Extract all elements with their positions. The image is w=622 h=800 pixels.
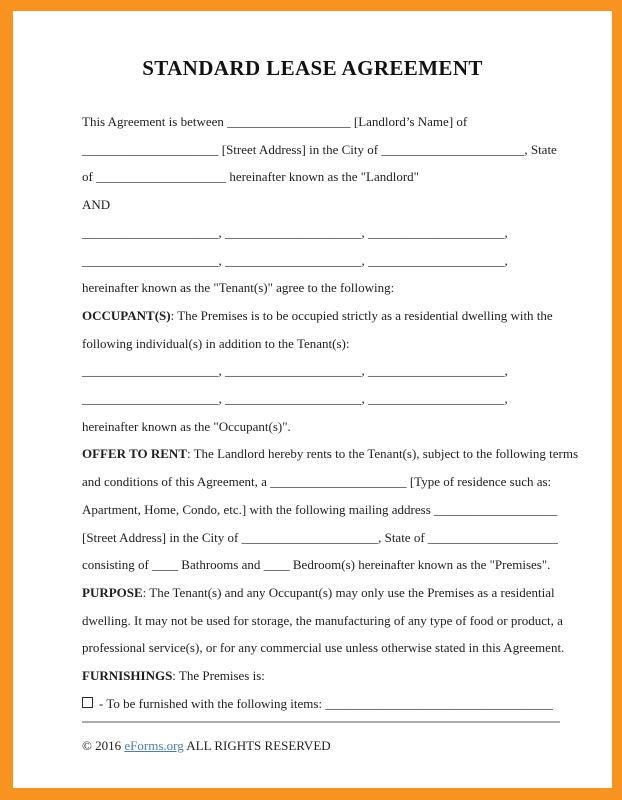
line-text: : The Premises is: <box>172 668 265 684</box>
line-text: following individual(s) in addition to the Tenant(s): <box>82 335 350 351</box>
line-text: _____________________, _____________________, _____________________, <box>82 252 508 268</box>
line-text: hereinafter known as the "Tenant(s)" agree to the following: <box>82 280 395 296</box>
form-line <box>82 468 584 496</box>
copyright-suffix: ALL RIGHTS RESERVED <box>183 738 331 754</box>
form-line <box>82 607 584 635</box>
line-text: _____________________, _____________________, _____________________, <box>82 363 508 379</box>
form-line <box>82 302 584 330</box>
document-body <box>13 80 612 754</box>
line-text: : The Premises is to be occupied strictly as a residential dwelling with the <box>170 307 553 323</box>
furnished-checkbox[interactable] <box>82 697 93 708</box>
form-line <box>82 634 584 662</box>
line-text: : The Tenant(s) and any Occupant(s) may only use the Premises as a residential <box>142 584 555 600</box>
form-line <box>82 551 584 579</box>
line-text: _____________________, _____________________, _____________________, <box>82 224 508 240</box>
form-line <box>82 163 584 191</box>
section-label: OCCUPANT(S) <box>82 307 171 323</box>
furnished-option-label: - To be furnished with the following items: ___________________________________ <box>99 695 553 711</box>
line-text: of ____________________ hereinafter known as the "Landlord" <box>82 169 419 185</box>
line-text: This Agreement is between ___________________ [Landlord’s Name] of <box>82 114 468 129</box>
footer-divider <box>82 721 560 723</box>
line-text: : The Landlord hereby rents to the Tenant(s), subject to the following terms <box>186 446 579 462</box>
line-text: [Street Address] in the City of _____________________, State of ____________________ <box>82 529 558 545</box>
section-label: FURNISHINGS <box>82 668 173 684</box>
form-line <box>82 136 584 164</box>
form-line <box>82 496 584 524</box>
copyright-prefix: © 2016 <box>82 738 125 754</box>
section-label: OFFER TO RENT <box>82 446 187 462</box>
form-line <box>82 330 584 358</box>
form-line <box>82 662 584 690</box>
eforms-link[interactable]: eForms.org <box>124 738 184 754</box>
line-text: consisting of ____ Bathrooms and ____ Bedroom(s) hereinafter known as the "Premises". <box>82 557 551 573</box>
form-line <box>82 108 584 136</box>
document-title: STANDARD LEASE AGREEMENT <box>142 56 483 80</box>
line-text: _____________________ [Street Address] in the City of ______________________, State <box>82 141 557 157</box>
form-line <box>82 579 584 607</box>
line-text: professional service(s), or for any commercial use unless otherwise stated in this Agreement. <box>82 640 565 656</box>
line-text: Apartment, Home, Condo, etc.] with the following mailing address ___________________ <box>82 501 558 517</box>
form-line <box>82 413 584 441</box>
furnished-option-line <box>82 690 584 718</box>
line-text: and conditions of this Agreement, a _____________________ [Type of residence such as: <box>82 474 552 490</box>
line-text: dwelling. It may not be used for storage, the manufacturing of any type of food or product, a <box>82 612 563 628</box>
form-line <box>82 385 584 413</box>
form-line <box>82 357 584 385</box>
line-text: AND <box>82 197 111 213</box>
line-text: hereinafter known as the "Occupant(s)". <box>82 418 291 434</box>
line-text: _____________________, _____________________, _____________________, <box>82 391 508 407</box>
form-line <box>82 440 584 468</box>
form-line <box>82 274 584 302</box>
form-line <box>82 247 584 275</box>
section-label: PURPOSE <box>82 584 143 600</box>
footer <box>82 738 584 754</box>
document-page <box>13 11 612 788</box>
form-line <box>82 219 584 247</box>
form-line <box>82 524 584 552</box>
form-line <box>82 191 584 219</box>
